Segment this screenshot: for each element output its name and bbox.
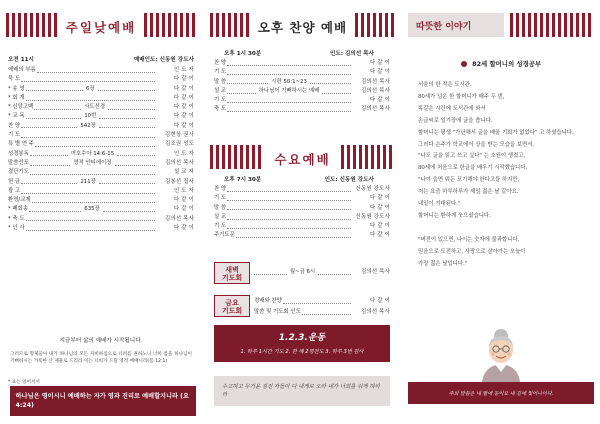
dawn-label-line1: 새벽 <box>225 266 239 274</box>
story-line: 손글씨로 일기장에 글을 씁니다. <box>418 117 493 124</box>
friday-label-line2: 기도회 <box>221 307 243 315</box>
wednesday-order-person: 다 같 이 <box>369 232 390 239</box>
sunday-order-row <box>8 103 194 112</box>
standing-note: * 표는 일어서서 <box>8 380 40 385</box>
wednesday-leader: 인도: 신동원 강도사 <box>324 177 374 183</box>
story-line: 가장 젊은 날입니다." <box>418 260 468 267</box>
afternoon-order-label: 말 씀 <box>214 78 227 85</box>
afternoon-order-row <box>214 68 390 77</box>
wednesday-order-row <box>214 185 390 194</box>
sunday-order-label: 예배의 부름 <box>8 67 36 73</box>
afternoon-order-label: 기 도 <box>214 69 227 76</box>
sunday-info <box>8 55 194 63</box>
afternoon-order-detail: 시편 50:1~23 <box>271 78 307 85</box>
story-line: 저는 요즘 하루하루가 제일 젊은 날 같아요. <box>418 189 519 196</box>
afternoon-order-row <box>214 78 390 87</box>
story-bottom-box <box>408 382 594 404</box>
friday-prayer-label <box>214 295 250 317</box>
afternoon-title: 오후 찬양 예배 <box>257 20 348 35</box>
sunday-order-person: 다 같 이 <box>173 76 194 83</box>
sunday-order-row <box>8 178 194 187</box>
sunday-order-row <box>8 85 194 94</box>
story-line: 그러다 손주가 학교에서 상을 받는 모습을 보면서, <box>418 141 535 148</box>
wednesday-order-row <box>214 194 390 203</box>
wednesday-order-list <box>214 185 390 241</box>
afternoon-order-row <box>214 105 390 114</box>
afternoon-order-person: 김의선 목사 <box>361 87 391 94</box>
sunday-order-person: 다 같 이 <box>173 113 194 120</box>
friday-order-row <box>254 296 390 307</box>
sunday-order-row <box>8 150 194 159</box>
bullet-icon <box>461 61 467 67</box>
sunday-order-detail: 영적 안티에이징 <box>73 159 112 166</box>
afternoon-order-list <box>214 59 390 115</box>
sunday-order-row <box>8 131 194 140</box>
sunday-order-label: * 신앙고백 <box>8 104 34 111</box>
exercise-title: 1.2.3.운동 <box>278 333 326 343</box>
afternoon-order-row <box>214 87 390 96</box>
afternoon-time: 오후 1시 30분 <box>224 51 262 57</box>
wednesday-time: 오후 7시 30분 <box>224 177 262 183</box>
header-stripes-right <box>510 13 594 37</box>
wednesday-order-person: 다 같 이 <box>369 195 390 202</box>
dawn-time: 월~금 6시 <box>289 269 316 275</box>
column-story <box>408 0 594 424</box>
story-body <box>418 80 590 271</box>
sunday-order-person: 다 같 이 <box>173 225 194 232</box>
story-header <box>408 13 594 37</box>
story-line: 똑같은 시간에 도서관에 와서 <box>418 105 486 112</box>
friday-order-label: 말씀 및 기도회 인도 <box>254 309 301 315</box>
sunday-order-label: 묵 도 <box>8 76 21 83</box>
wednesday-info <box>224 175 374 183</box>
wednesday-order-row <box>214 204 390 213</box>
wednesday-header <box>210 145 395 169</box>
wednesday-order-person: 다 같 이 <box>369 204 390 211</box>
afternoon-order-label: 찬 양 <box>214 60 227 66</box>
sunday-order-person: 김의선 목사 <box>165 159 195 166</box>
sunday-order-person: 인 도 자 <box>173 67 194 73</box>
friday-order-person: 다 같 이 <box>369 298 390 304</box>
sunday-order-person: 다 같 이 <box>173 104 194 111</box>
column-sunday <box>6 0 196 424</box>
sunday-order-label: 환영/교제 <box>8 197 31 204</box>
story-line: "나도 글을 읽고 쓰고 싶다" 는 소원이 생겼고, <box>418 153 526 160</box>
sunday-order-person: 다 같 이 <box>173 94 194 101</box>
grandmother-illustration <box>478 326 524 382</box>
sunday-order-person: 김의선 목사 <box>165 215 194 222</box>
sunday-order-label: * 폐회송 <box>8 206 29 213</box>
column-afternoon <box>210 0 395 424</box>
friday-order-row <box>254 307 390 318</box>
sunday-closing: 지금부터 삶의 예배가 시작됩니다. <box>59 338 143 344</box>
sunday-order-row <box>8 122 194 131</box>
sunday-order-row <box>8 159 194 168</box>
story-bottom-verse: 주의 말씀은 내 발에 등이요 내 길에 빛이니이다. <box>448 390 554 397</box>
afternoon-order-person: 김의선 목사 <box>361 78 391 85</box>
story-line: 80세가 넘은 한 할머니가 매주 두 번, <box>418 93 505 100</box>
friday-prayer-rows <box>254 296 390 318</box>
sunday-order-row <box>8 168 194 177</box>
sunday-order-detail: 211장 <box>80 178 96 185</box>
story-subtitle: 82세 할머니의 성경공부 <box>472 60 542 68</box>
sunday-bottom-box <box>6 386 196 416</box>
afternoon-header <box>210 13 395 37</box>
sunday-order-row <box>8 140 194 149</box>
sunday-order-label: * 축 도 <box>8 215 25 222</box>
sunday-order-list <box>8 66 194 233</box>
story-line: 내일이 기대된다." <box>418 201 461 208</box>
sunday-order-row <box>8 215 194 224</box>
sunday-title: 주일낮예배 <box>65 20 137 35</box>
afternoon-order-detail: 하나님이 기뻐하시는 예배 <box>258 87 320 94</box>
afternoon-leader: 인도: 김의선 목사 <box>330 51 374 57</box>
afternoon-order-label: 설 교 <box>214 87 227 94</box>
friday-label-line1: 금요 <box>225 299 239 307</box>
sunday-order-person: 다 같 이 <box>173 122 195 129</box>
sunday-order-row <box>8 66 194 75</box>
afternoon-order-row <box>214 59 390 68</box>
sunday-time: 오전 11시 <box>8 57 34 63</box>
wednesday-order-person: 신동원 강도사 <box>355 186 390 192</box>
sunday-order-row <box>8 224 194 233</box>
wednesday-order-label: 말 씀 <box>214 204 227 211</box>
sunday-order-person: 인 도 자 <box>173 150 195 157</box>
story-line: 서울의 한 작은 도서관. <box>418 82 472 88</box>
sunday-order-person: 다 같 이 <box>173 85 194 92</box>
wednesday-order-label: 찬 양 <box>214 186 227 192</box>
sunday-order-label: * 송 영 <box>8 85 25 92</box>
story-line: "나이 들면 뭐든 포기해야 한다고들 하지만, <box>418 177 520 184</box>
sunday-bottom-verse: 하나님은 영이시니 예배하는 자가 영과 진리로 예배할지니라 (요4:24) <box>15 393 189 409</box>
wednesday-order-row <box>214 231 390 240</box>
sunday-order-person: 다 같 이 <box>173 197 194 204</box>
sunday-order-person: 설 교 자 <box>173 169 194 176</box>
sunday-order-detail: 542장 <box>80 122 96 129</box>
afternoon-bottom-verse: 수고하고 무거운 짐진 자들아 다 내게로 오라 내가 너희를 쉬게 하리라 <box>222 384 380 398</box>
dawn-leader: 김의선 목사 <box>361 269 391 275</box>
sunday-order-label: 성경봉독 <box>8 150 29 157</box>
afternoon-bottom-box <box>214 376 390 406</box>
sunday-order-detail: 여호수아 14:6-15 <box>70 150 115 157</box>
sunday-order-row <box>8 112 194 121</box>
afternoon-order-person: 다 같 이 <box>369 69 390 76</box>
sunday-order-person: 다 같 이 <box>173 206 194 213</box>
afternoon-order-row <box>214 96 390 105</box>
sunday-order-row <box>8 187 194 196</box>
dawn-label-line2: 기도회 <box>221 274 243 282</box>
sunday-order-label: 결단기도 <box>8 169 29 176</box>
story-line: 믿음으로 도전하고, 사랑으로 살아가는 오늘이 <box>418 248 526 255</box>
wednesday-order-row <box>214 213 390 222</box>
friday-order-label: 경배와 찬양 <box>254 298 282 304</box>
dawn-prayer-row <box>254 268 390 277</box>
story-line <box>418 223 590 235</box>
story-line: "버전이 있으면, 나이는 숫자에 불과합니다. <box>418 236 520 243</box>
sunday-order-label: 헌 금 <box>8 178 21 185</box>
afternoon-info <box>224 49 374 57</box>
sunday-order-person: 김현상 권사 <box>165 132 194 139</box>
exercise-box <box>214 325 390 362</box>
sunday-order-row <box>8 205 194 214</box>
sunday-order-row <box>8 196 194 205</box>
exercise-text: 1. 하루 1시간 기도 2. 한 해 2명전도 3. 하루 3번 감사 <box>240 349 364 355</box>
sunday-order-person: 인 도 자 <box>173 187 194 194</box>
sunday-header <box>6 13 196 37</box>
dawn-prayer-label <box>214 262 250 284</box>
sunday-order-label: 광 고 <box>8 187 21 194</box>
wednesday-order-label: 주기도문 <box>214 232 235 239</box>
story-line: 할머니는 평생 "가난해서 글을 배울 기회가 없었다" 고 하셨습니다. <box>418 129 574 136</box>
sunday-leader: 예배인도: 신동원 강도사 <box>133 57 194 63</box>
wednesday-order-row <box>214 222 390 231</box>
sunday-order-label: 찬 양 <box>8 122 21 129</box>
sunday-order-detail: 사도신경 <box>84 104 106 111</box>
sunday-order-detail: 10번 <box>84 113 97 120</box>
wednesday-order-label: 기 도 <box>214 223 227 230</box>
friday-order-person: 김의선 목사 <box>361 309 390 315</box>
sunday-quote: 그러므로 형제들아 내가 하나님의 모든 자비하심으로 너희를 권하노니 너희 몸을 하나님이 기뻐하시는 거룩한 산 제물로 드리라 이는 너희가 드릴 영적 예배니라(롬 12:1) <box>10 352 192 365</box>
sunday-order-label: * 교 독 <box>8 113 25 120</box>
sunday-order-label: 특 별 연 주 <box>8 141 34 148</box>
sunday-order-row <box>8 94 194 103</box>
story-title: 따뜻한 이야기 <box>416 22 472 32</box>
afternoon-order-person: 다 같 이 <box>369 60 390 66</box>
afternoon-order-person: 다 같 이 <box>369 97 390 104</box>
sunday-order-person: 김봉선 집사 <box>165 178 195 185</box>
afternoon-order-label: 축 도 <box>214 106 227 113</box>
sunday-order-label: * 회 개 <box>8 94 25 101</box>
story-subtitle-row <box>408 59 594 68</box>
wednesday-title: 수요예배 <box>274 152 331 167</box>
sunday-order-detail: 6장 <box>85 85 95 92</box>
wednesday-order-label: 기 도 <box>214 195 227 202</box>
afternoon-order-person: 김의선 목사 <box>361 106 390 113</box>
wednesday-order-person: 다 같 이 <box>369 223 390 230</box>
wednesday-order-label: 설 교 <box>214 213 227 220</box>
sunday-order-person: 김조권 성도 <box>165 141 194 148</box>
afternoon-order-label: 기 도 <box>214 97 227 104</box>
story-line: 80세에 처음으로 한글을 배우기 시작했습니다. <box>418 165 528 172</box>
sunday-order-label: * 인 사 <box>8 225 25 232</box>
sunday-order-detail: 635장 <box>84 206 100 213</box>
sunday-order-row <box>8 75 194 84</box>
sunday-order-label: 말씀선포 <box>8 159 29 166</box>
wednesday-order-person: 신동원 강도사 <box>355 213 390 220</box>
sunday-order-label: 기 도 <box>8 132 21 139</box>
story-line: 할머니는 환하게 웃으셨습니다. <box>418 212 491 219</box>
